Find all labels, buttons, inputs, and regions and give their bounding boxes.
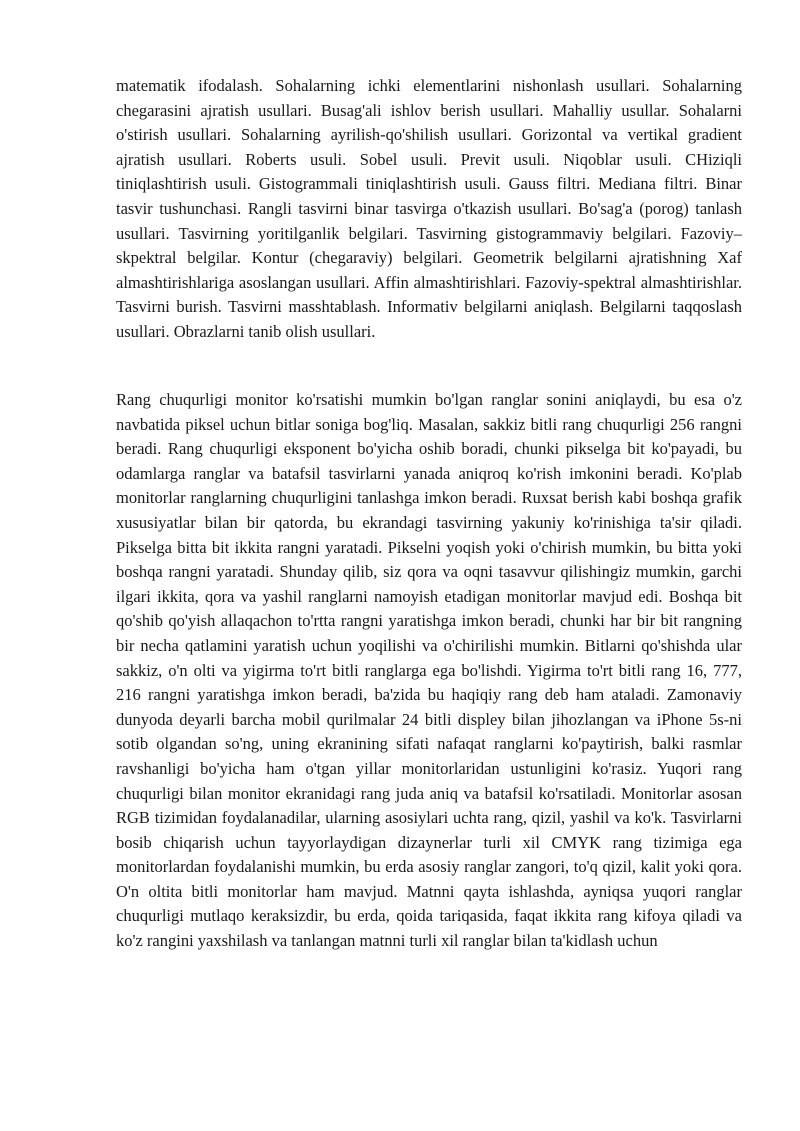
paragraph-topics-list: matematik ifodalash. Sohalarning ichki elementlarini nishonlash usullari. Sohalarning chegarasini ajratish usullari. Busag'ali ishlov berish usullari. Mahalliy usullar. Sohalarni o'stirish usullari. Sohalarning ayrilish-qo'shilish usullari. Gorizontal va vertikal gradient ajratish usullari. Roberts usuli. Sobel usuli. Previt usuli. Niqoblar usuli. CHiziqli tiniqlashtirish usuli. Gistogrammali tiniqlashtirish usuli. Gauss filtri. Mediana filtri. Binar tasvir tushunchasi. Rangli tasvirni binar tasvirga o'tkazish usullari. Bo'sag'a (porog) tanlash usullari. Tasvirning yoritilganlik belgilari. Tasvirning gistogrammaviy belgilari. Fazoviy–skpektral belgilar. Kontur (chegaraviy) belgilari. Geometrik belgilarni ajratishning Xaf almashtirishlariga asoslangan usullari. Affin almashtirishlari. Fazoviy-spektral almashtirishlar. Tasvirni burish. Tasvirni masshtablash. Informativ belgilarni aniqlash. Belgilarni taqqoslash usullari. Obrazlarni tanib olish usullari.	[116, 76, 742, 341]
paragraph-color-depth: Rang chuqurligi monitor ko'rsatishi mumkin bo'lgan ranglar sonini aniqlaydi, bu esa o'z navbatida piksel uchun bitlar soniga bog'liq. Masalan, sakkiz bitli rang chuqurligi 256 rangni beradi. Rang chuqurligi eksponent bo'yicha oshib boradi, chunki pikselga bit ko'payadi, bu odamlarga ranglar va batafsil tasvirlarni yanada aniqroq ko'rish imkonini beradi. Ko'plab monitorlar ranglarning chuqurligini tanlashga imkon beradi. Ruxsat berish kabi boshqa grafik xususiyatlar bilan bir qatorda, bu ekrandagi tasvirning yakuniy ko'rinishiga ta'sir qiladi. Pikselga bitta bit ikkita rangni yaratadi. Pikselni yoqish yoki o'chirish mumkin, bu bitta yoki boshqa rangni yaratadi. Shunday qilib, siz qora va oqni tasavvur qilishingiz mumkin, garchi ilgari ikkita, qora va yashil ranglarni namoyish etadigan monitorlar mavjud edi. Boshqa bit qo'shib qo'yish allaqachon to'rtta rangni yaratishga imkon beradi, chunki har bir bit rangning bir necha qatlamini yaratish uchun yoqilishi va o'chirilishi mumkin. Bitlarni qo'shishda ular sakkiz, o'n olti va yigirma to'rt bitli ranglarga ega bo'lishdi. Yigirma to'rt bitli rang 16, 777, 216 rangni yaratishga imkon beradi, ba'zida bu haqiqiy rang deb ham ataladi. Zamonaviy dunyoda deyarli barcha mobil qurilmalar 24 bitli displey bilan jihozlangan va iPhone 5s-ni sotib olgandan so'ng, uning ekranining sifati nafaqat ranglarni ko'paytirish, balki rasmlar ravshanligi bo'yicha ham o'tgan yillar monitorlaridan ustunligini ko'rasiz. Yuqori rang chuqurligi bilan monitor ekranidagi rang juda aniq va batafsil ko'rsatiladi. Monitorlar asosan RGB tizimidan foydalanadilar, ularning asosiylari uchta rang, qizil, yashil va ko'k. Tasvirlarni bosib chiqarish uchun tayyorlaydigan dizaynerlar turli xil CMYK rang tizimiga ega monitorlardan foydalanishi mumkin, bu erda asosiy ranglar zangori, to'q qizil, kalit yoki qora. O'n oltita bitli monitorlar ham mavjud. Matnni qayta ishlashda, ayniqsa yuqori ranglar chuqurligi mutlaqo keraksizdir, bu erda, qoida tariqasida, faqat ikkita rang kifoya qiladi va ko'z rangini yaxshilash va tanlangan matnni turli xil ranglar bilan ta'kidlash uchun	[116, 390, 742, 951]
